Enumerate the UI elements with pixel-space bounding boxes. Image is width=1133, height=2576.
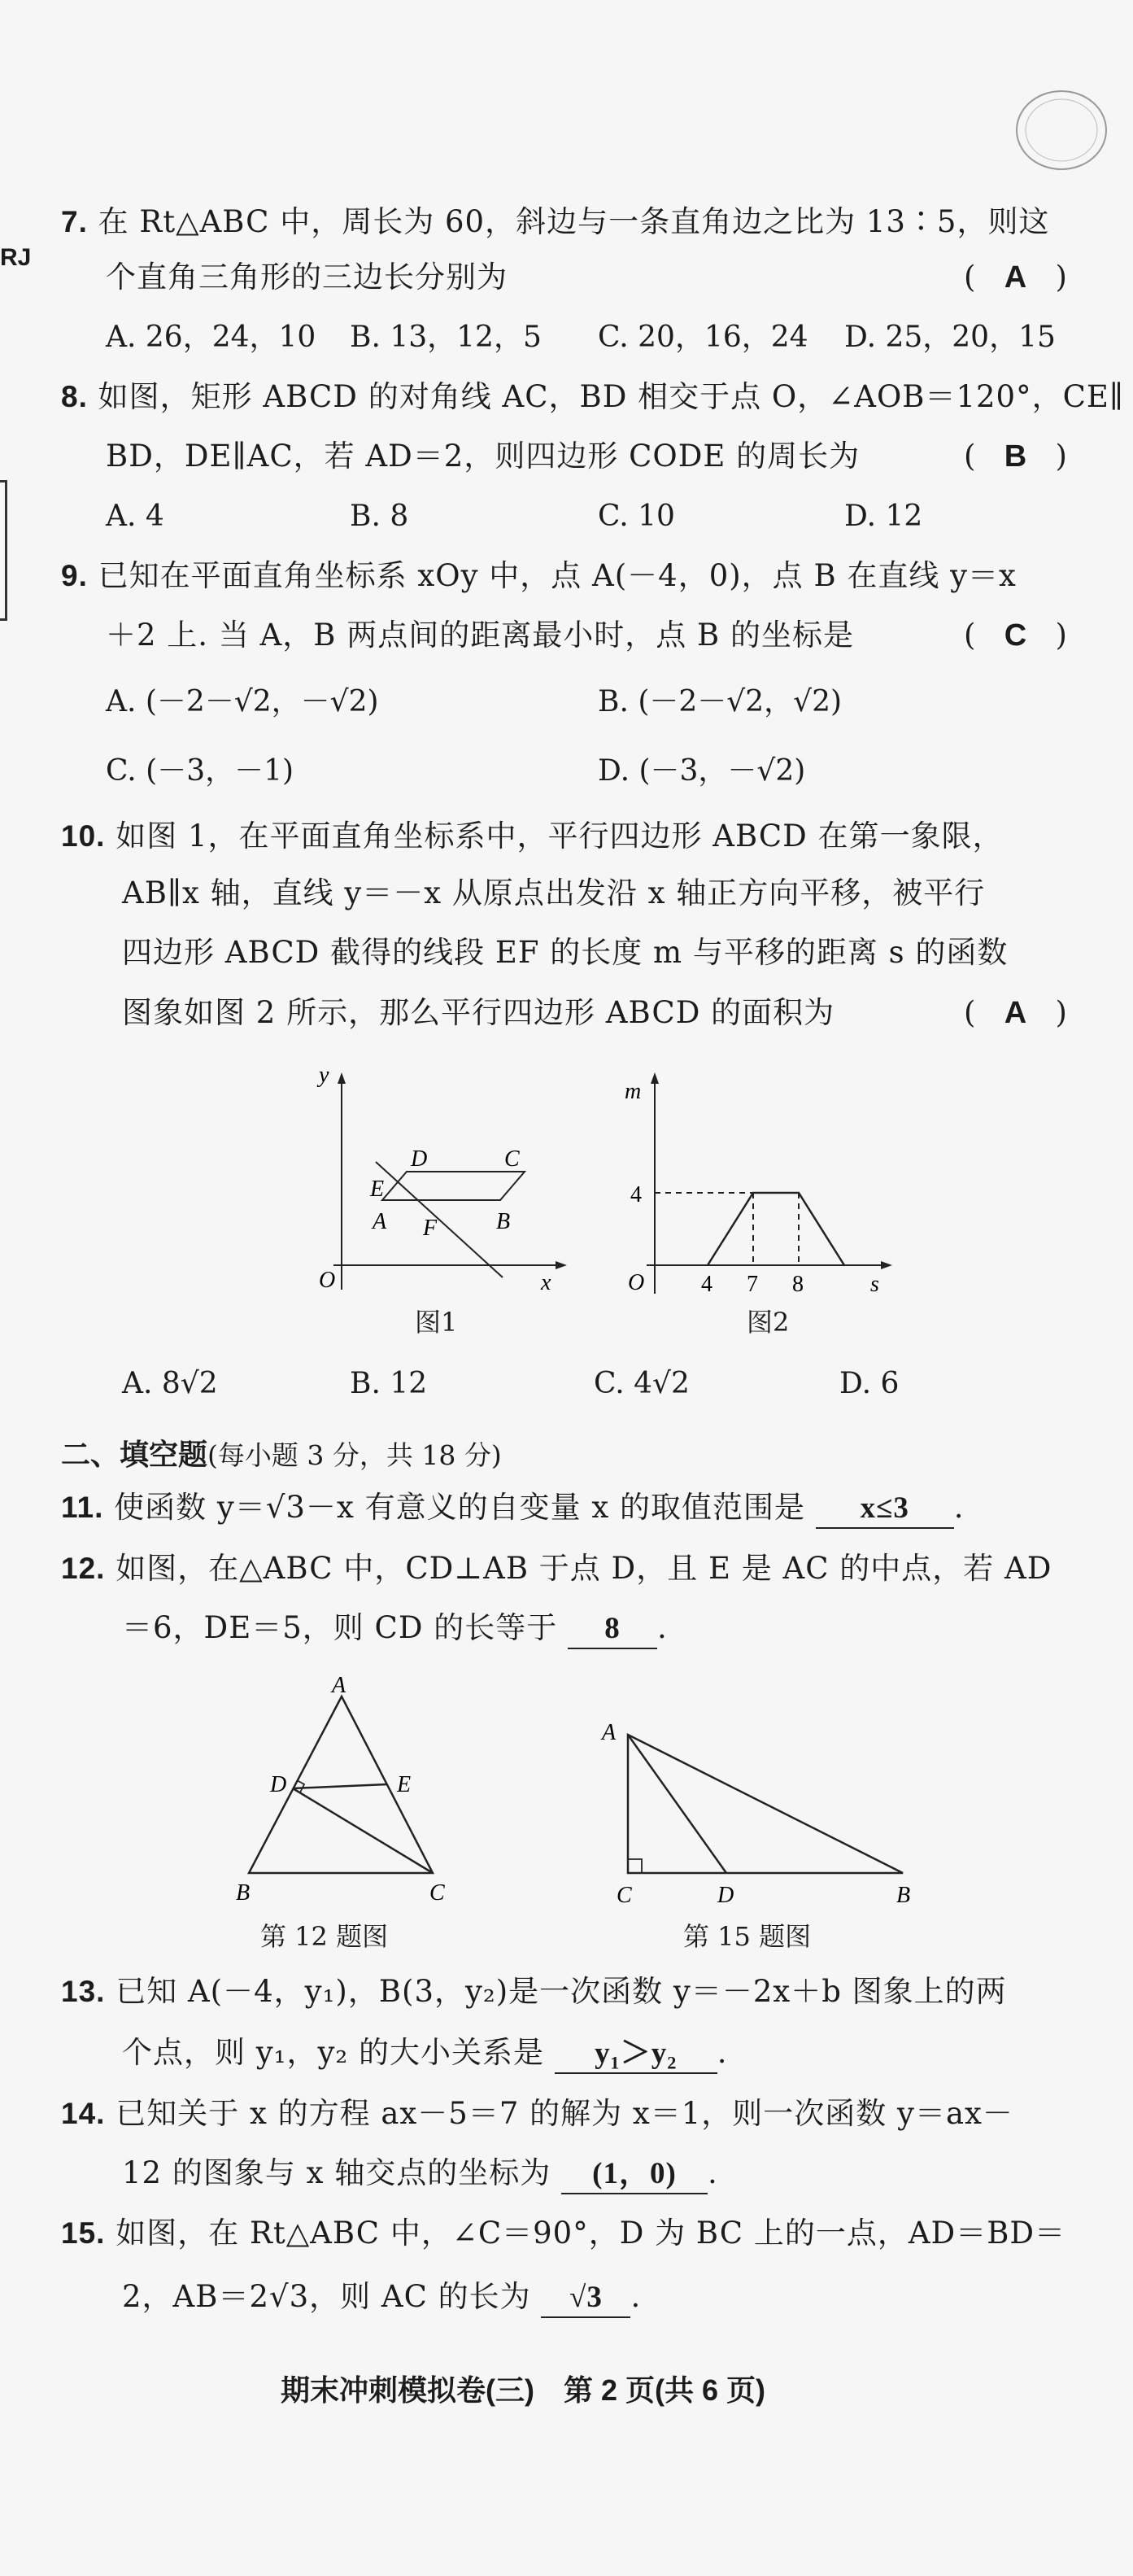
fig2-s-arrow [881,1261,892,1269]
q15-label-a: A [602,1720,617,1745]
q12-de [293,1784,387,1788]
edge-mark: RJ [0,244,32,271]
q10-line4: 图象如图 2 所示，那么平行四边形 ABCD 的面积为 [122,995,835,1030]
fig2-graph [708,1193,844,1265]
q10-number: 10. [61,819,106,853]
q10-option-d: D. 6 [839,1367,900,1400]
fig2-label-8: 8 [792,1272,804,1297]
fig1-parallelogram [382,1172,525,1200]
q8-option-b: B. 8 [350,500,409,533]
q13-line1 [61,1973,1007,2011]
q15-figure [594,1717,935,1912]
q14-text2: 12 的图象与 x 轴交点的坐标为 [122,2155,551,2190]
q12-figure-caption: 第 12 题图 [260,1921,389,1952]
q15-text1: 如图，在 Rt△ABC 中，∠C＝90°，D 为 BC 上的一点，AD＝BD＝ [115,2216,1066,2251]
q15-label-c: C [617,1883,632,1908]
q15-period: . [630,2279,642,2314]
q15-ad [628,1735,726,1873]
q14-number: 14. [61,2097,106,2130]
section2-note: (每小题 3 分，共 18 分) [207,1439,502,1471]
fig2-label-s: s [870,1272,879,1297]
q12-line1 [61,1550,1052,1587]
q10-option-b: B. 12 [350,1367,428,1400]
fig1-label-e: E [370,1177,385,1202]
q8-line2: BD，DE∥AC，若 AD＝2，则四边形 CODE 的周长为 [106,439,861,474]
q13-text1: 已知 A(－4，y₁)，B(3，y₂)是一次函数 y＝－2x＋b 图象上的两 [115,1974,1007,2009]
fig1-label-a: A [373,1209,387,1234]
q11-number: 11. [61,1491,104,1524]
q8-answer-bracket: ( B ) [964,439,1067,474]
fig2-label-m: m [625,1079,642,1104]
q15-text2: 2，AB＝2√3，则 AC 的长为 [122,2279,531,2314]
q9-option-c: C. (－3，－1) [106,754,294,788]
q14-period: . [708,2155,718,2190]
q10-text1: 如图 1，在平面直角坐标系中，平行四边形 ABCD 在第一象限， [115,819,1004,854]
q10-line1 [61,818,1004,855]
section2-header [61,1432,502,1474]
q12-label-c: C [429,1880,445,1906]
q8-option-a: A. 4 [106,500,164,533]
q15-triangle [628,1735,903,1873]
fig2-label-4y: 4 [630,1182,642,1207]
fig1-line-ef [376,1162,503,1277]
q9-text1: 已知在平面直角坐标系 xOy 中，点 A(－4，0)，点 B 在直线 y＝x [98,558,1017,593]
q12-label-a: A [332,1676,346,1698]
q11-line [61,1489,965,1529]
q9-answer-bracket: ( C ) [964,618,1067,653]
q14-line2 [122,2155,718,2194]
q10-option-c: C. 4√2 [594,1367,690,1400]
q14-line1 [61,2095,1013,2133]
fig1-label-o: O [319,1268,336,1293]
q12-label-d: D [270,1772,287,1797]
q10-answer: A [1004,996,1027,1030]
fig1-label-c: C [504,1146,520,1172]
q7-line2: 个直角三角形的三边长分别为 [106,260,508,295]
edge-bracket-side [5,480,7,621]
q8-option-d: D. 12 [844,500,923,533]
fig1-x-arrow [556,1261,567,1269]
q8-option-c: C. 10 [598,500,675,533]
q9-option-a: A. (－2－√2，－√2) [106,685,379,718]
q12-text2: ＝6，DE＝5，则 CD 的长等于 [122,1610,558,1645]
q13-answer: y₁＞y₂ [555,2035,717,2074]
q12-label-e: E [397,1772,412,1797]
q10-answer-bracket: ( A ) [964,995,1067,1030]
q12-text1: 如图，在△ABC 中，CD⊥AB 于点 D，且 E 是 AC 的中点，若 AD [115,1551,1052,1586]
q9-number: 9. [61,559,88,592]
q10-fig2-caption: 图2 [747,1307,790,1338]
q13-line2 [122,2034,728,2074]
fig1-label-d: D [411,1146,428,1172]
q10-option-a: A. 8√2 [122,1367,218,1400]
q8-line1 [61,378,1124,416]
q9-option-b: B. (－2－√2，√2) [598,685,843,718]
q11-period: . [953,1490,965,1525]
q10-line3: 四边形 ABCD 截得的线段 EF 的长度 m 与平移的距离 s 的函数 [122,935,1009,970]
q15-figure-caption: 第 15 题图 [683,1921,812,1952]
q12-figure [220,1676,464,1912]
fig2-label-4x: 4 [701,1272,712,1297]
q12-answer: 8 [568,1610,657,1649]
fig2-label-7: 7 [747,1272,758,1297]
fig2-label-o: O [628,1270,645,1295]
q7-option-b: B. 13，12，5 [350,321,542,354]
stamp-logo [1009,81,1114,179]
q7-answer: A [1004,260,1027,295]
q15-label-b: B [896,1883,911,1908]
q13-number: 13. [61,1975,106,2008]
fig1-label-x: x [541,1270,551,1295]
q15-answer: √3 [541,2279,630,2318]
q14-text1: 已知关于 x 的方程 ax－5＝7 的解为 x＝1，则一次函数 y＝ax－ [115,2096,1013,2131]
q8-answer: B [1004,439,1027,474]
q10-figure2 [610,1062,903,1306]
section2-title: 二、填空题 [61,1438,208,1471]
fig1-label-y: y [319,1063,329,1088]
fig1-y-arrow [338,1072,346,1084]
q10-line2: AB∥x 轴，直线 y＝－x 从原点出发沿 x 轴正方向平移，被平行 [122,875,986,910]
q8-number: 8. [61,380,88,413]
q8-text1: 如图，矩形 ABCD 的对角线 AC，BD 相交于点 O，∠AOB＝120°，CE∥ [98,379,1124,414]
q13-text2: 个点，则 y₁，y₂ 的大小关系是 [122,2035,544,2070]
q7-option-d: D. 25，20，15 [844,321,1056,354]
q12-period: . [657,1610,668,1645]
q7-line1 [61,203,1049,241]
fig2-m-arrow [651,1072,659,1084]
q15-number: 15. [61,2216,106,2250]
q7-option-c: C. 20，16，24 [598,321,808,354]
q7-answer-bracket: ( A ) [964,260,1067,295]
q9-option-d: D. (－3，－√2) [598,754,806,788]
q11-answer: x≤3 [816,1490,954,1529]
q12-number: 12. [61,1552,106,1585]
q12-label-b: B [236,1880,251,1906]
q9-line2: ＋2 上. 当 A，B 两点间的距离最小时，点 B 的坐标是 [106,618,854,653]
q7-number: 7. [61,205,88,238]
q15-label-d: D [717,1883,734,1908]
q10-figure1 [301,1058,577,1302]
q15-line1 [61,2215,1065,2252]
q12-line2 [122,1609,668,1649]
q14-answer: (1，0) [561,2155,708,2194]
q11-text: 使函数 y＝√3－x 有意义的自变量 x 的取值范围是 [114,1490,805,1525]
q13-period: . [717,2035,728,2070]
page-footer: 期末冲刺模拟卷(三) 第 2 页(共 6 页) [281,2373,766,2407]
fig1-label-b: B [496,1209,511,1234]
q9-line1 [61,557,1017,595]
q9-answer: C [1004,618,1027,653]
q10-fig1-caption: 图1 [415,1307,458,1338]
fig1-label-f: F [423,1216,438,1241]
q7-option-a: A. 26，24，10 [106,321,316,354]
q7-text1: 在 Rt△ABC 中，周长为 60，斜边与一条直角边之比为 13∶5，则这 [98,204,1050,239]
q15-line2 [122,2278,641,2318]
q15-right-angle [628,1859,642,1873]
